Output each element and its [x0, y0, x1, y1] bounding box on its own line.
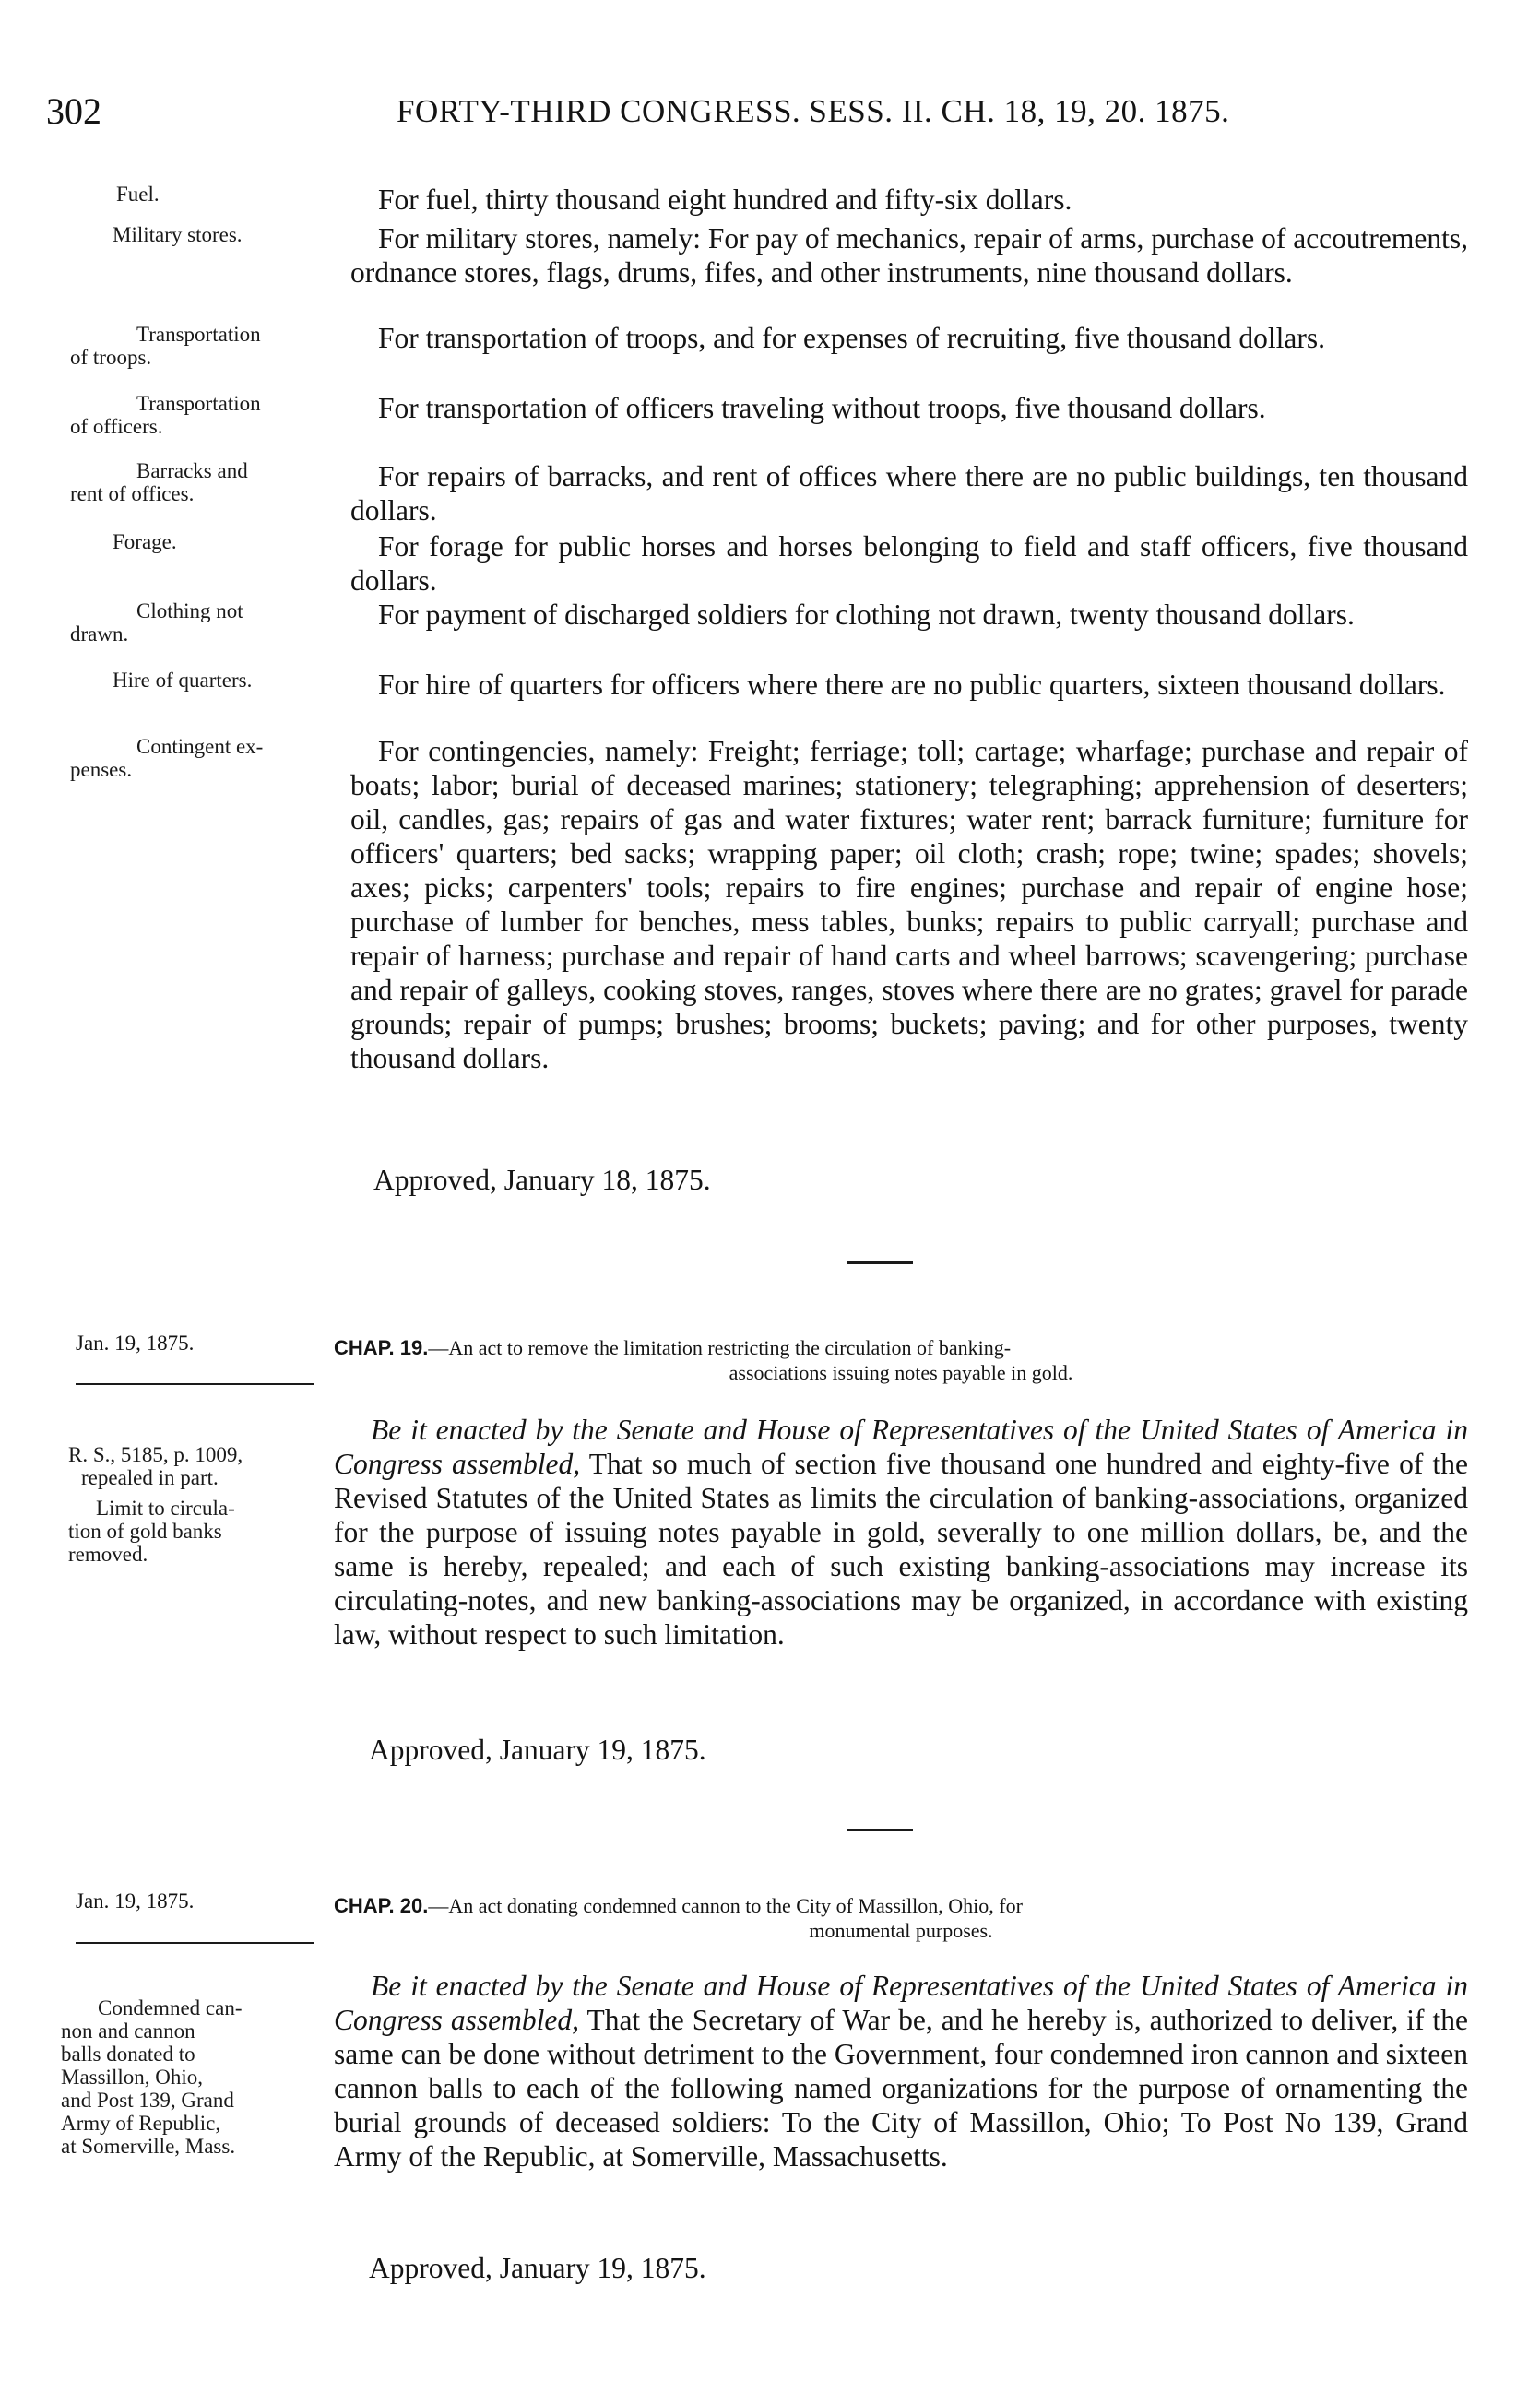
chapter-20-title-line2: monumental purposes. [809, 1919, 993, 1942]
appropriation-item: For forage for public horses and horses belonging to field and staff officers, five thousand dollars. [350, 530, 1468, 597]
chapter-19-title-line1: —An act to remove the limitation restricting the circulation of banking- [428, 1336, 1012, 1359]
margin-note [70, 599, 333, 645]
chapter-20-date: Jan. 19, 1875. [76, 1889, 195, 1913]
chapter-19-title [334, 1335, 1468, 1385]
margin-note-line: Limit to circula- [96, 1497, 235, 1520]
margin-note-line: R. S., 5185, p. 1009, [68, 1443, 243, 1466]
appropriation-item: For transportation of officers traveling without troops, five thousand dollars. [378, 392, 1266, 424]
section-divider [847, 1829, 913, 1831]
chapter-20-margin-notes [61, 1996, 328, 2158]
margin-note-line: Hire of quarters. [113, 669, 253, 692]
appropriation-item: For payment of discharged soldiers for clothing not drawn, twenty thousand dollars. [378, 598, 1355, 631]
appropriation-item: For contingencies, namely: Freight; ferriage; toll; cartage; wharfage; purchase and repair of boats; labor; burial of deceased marines; stationery; telegraphing; apprehension of deserters; oil, candles, gas; repairs of gas and water fixtures; water rent; barrack furniture; furniture for officers' quarters; bed sacks; wrapping paper; oil cloth; crash; rope; twine; spades; shovels; axes; picks; carpenters' tools; repairs to fire engines; purchase and repair of engine hose; purchase of lumber for benches, mess tables, bunks; repairs to public carryall; purchase and repair of harness; purchase and repair of hand carts and wheel barrows; scavengering; purchase and repair of galleys, cooking stoves, ranges, stoves where there are no grates; gravel for parade grounds; repair of pumps; brushes; brooms; buckets; paving; and for other purposes, twenty thousand dollars. [350, 735, 1468, 1074]
margin-note-line: at Somerville, Mass. [61, 2135, 236, 2158]
margin-note-line: Clothing not [136, 599, 243, 622]
margin-note [70, 735, 333, 781]
chapter-18-approved: Approved, January 18, 1875. [373, 1164, 711, 1196]
margin-note-line: Massillon, Ohio, [61, 2066, 203, 2089]
date-rule [76, 1383, 314, 1385]
margin-note-line: and Post 139, Grand [61, 2089, 234, 2112]
margin-note-line: penses. [70, 758, 133, 781]
chapter-19-title-line2: associations issuing notes payable in gold. [729, 1361, 1073, 1384]
chapter-19-label: CHAP. 19. [334, 1336, 429, 1359]
section-divider [847, 1261, 913, 1264]
margin-note-line: rent of offices. [70, 482, 195, 505]
margin-note-line: Forage. [113, 530, 177, 553]
margin-note-line: Contingent ex- [136, 735, 264, 758]
appropriation-item: For hire of quarters for officers where there are no public quarters, sixteen thousand dollars. [378, 669, 1446, 701]
margin-note-line: of troops. [70, 346, 152, 369]
margin-note-line: balls donated to [61, 2043, 195, 2066]
date-rule [76, 1942, 314, 1944]
margin-note-line: of officers. [70, 415, 163, 438]
margin-note-line: Transportation [136, 392, 261, 415]
running-head: FORTY-THIRD CONGRESS. SESS. II. CH. 18, 19, 20. 1875. [397, 93, 1230, 129]
chapter-19-body: That so much of section five thousand one hundred and eighty-five of the Revised Statutes of the United States as limits the circulation of banking-associations, organized for the purpose of issuing notes payable in gold, severally to one million dollars, be, and the same is hereby, repealed; and each of such existing banking-associations may increase its circulating-notes, and new banking-associations may be organized, in accordance with existing law, without respect to such limitation. [334, 1448, 1468, 1651]
enacting-clause: Be it enacted by the Senate and House of Representatives of the United States of America in Congress assembled, [334, 1970, 1468, 2036]
margin-note-line: tion of gold banks [68, 1520, 222, 1543]
appropriation-item: For fuel, thirty thousand eight hundred and fifty-six dollars. [378, 184, 1072, 216]
margin-note [70, 459, 333, 505]
margin-note-line: drawn. [70, 622, 129, 645]
chapter-19-approved: Approved, January 19, 1875. [369, 1734, 706, 1766]
chapter-20-label: CHAP. 20. [334, 1894, 429, 1917]
margin-note-line: removed. [68, 1543, 148, 1566]
margin-note-line: Fuel. [116, 183, 160, 206]
margin-note [70, 223, 333, 246]
appropriation-item: For transportation of troops, and for expenses of recruiting, five thousand dollars. [378, 322, 1326, 354]
margin-note-line: Barracks and [136, 459, 248, 482]
margin-note [70, 183, 333, 206]
page-number: 302 [46, 90, 101, 132]
chapter-20-body: That the Secretary of War be, and he hereby is, authorized to deliver, if the same can be done without detriment to the Government, four condemned iron cannon and sixteen cannon balls to each of the following named organizations for the purpose of ornamenting the burial grounds of deceased soldiers: To the City of Massillon, Ohio; To Post No 139, Grand Army of the Republic, at Somerville, Massachusetts. [334, 2004, 1468, 2173]
margin-note-line: non and cannon [61, 2019, 195, 2043]
margin-note-line: repealed in part. [81, 1466, 219, 1489]
chapter-19-margin-notes [68, 1443, 331, 1566]
margin-note [70, 323, 333, 369]
chapter-20-text [334, 1969, 1468, 2173]
margin-note-line: Transportation [136, 323, 261, 346]
chapter-20-approved: Approved, January 19, 1875. [369, 2252, 706, 2284]
margin-note-line: Army of Republic, [61, 2112, 221, 2135]
chapter-19-date: Jan. 19, 1875. [76, 1332, 195, 1355]
margin-note-line: Condemned can- [98, 1996, 243, 2019]
margin-note-line: Military stores. [113, 223, 243, 246]
chapter-20-title-line1: —An act donating condemned cannon to the City of Massillon, Ohio, for [428, 1894, 1023, 1917]
margin-note [70, 392, 333, 438]
margin-note [70, 530, 333, 553]
appropriation-item: For repairs of barracks, and rent of offices where there are no public buildings, ten thousand dollars. [350, 460, 1468, 527]
appropriation-item: For military stores, namely: For pay of mechanics, repair of arms, purchase of accoutrements, ordnance stores, flags, drums, fifes, and other instruments, nine thousand dollars. [350, 222, 1468, 289]
chapter-19-text [334, 1413, 1468, 1652]
margin-note [70, 669, 333, 692]
chapter-20-title [334, 1893, 1468, 1943]
enacting-clause: Be it enacted by the Senate and House of Representatives of the United States of America in Congress assembled, [334, 1414, 1468, 1480]
